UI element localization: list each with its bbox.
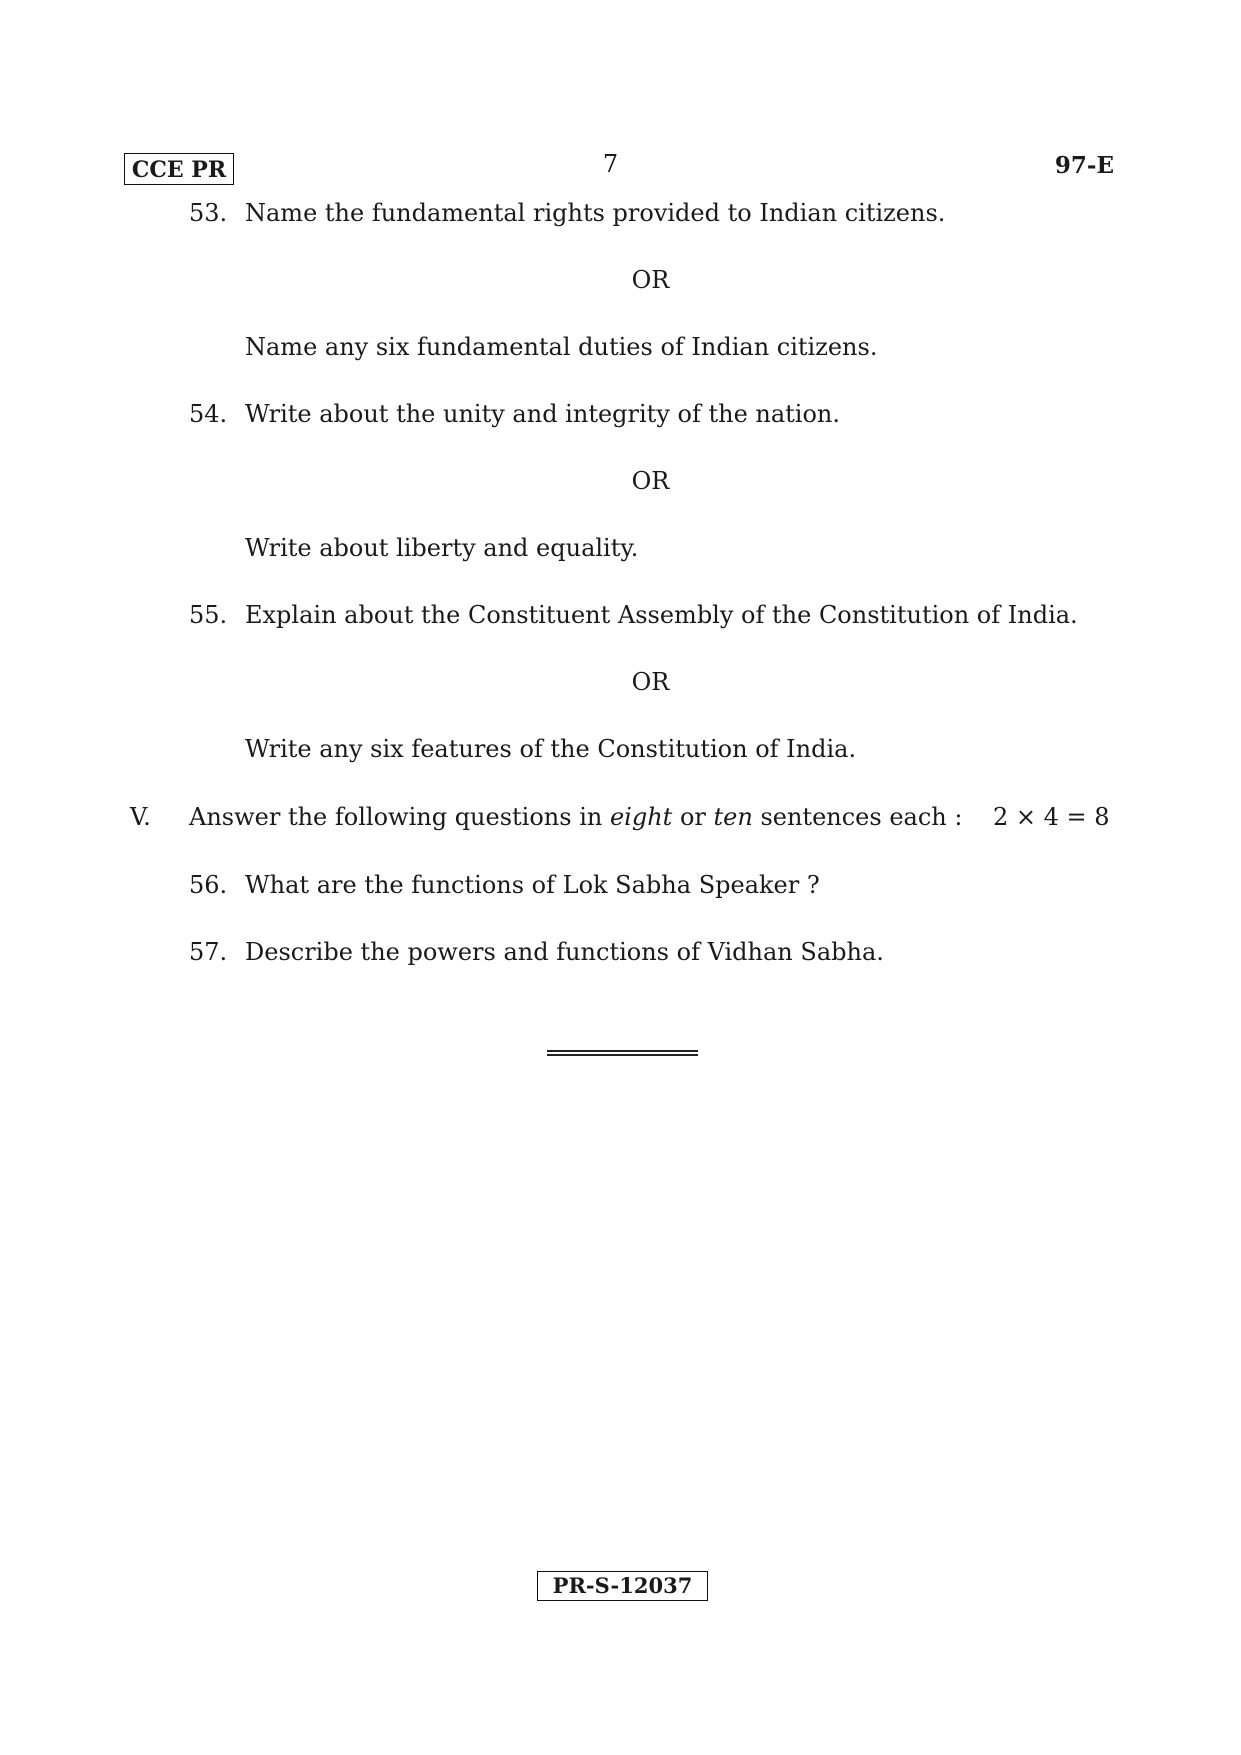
question-54-text: Write about the unity and integrity of the nation. xyxy=(245,400,841,428)
question-55-text: Explain about the Constituent Assembly of the Constitution of India. xyxy=(245,601,1078,629)
section-v-numeral: V. xyxy=(130,803,151,831)
page-number: 7 xyxy=(602,150,619,178)
question-56-number: 56. xyxy=(189,871,228,899)
section-v-marks: 2 × 4 = 8 xyxy=(993,803,1110,831)
question-54-number: 54. xyxy=(189,400,228,428)
section-v-instruction: Answer the following questions in eight or ten sentences each : xyxy=(189,803,963,831)
footer-code-box: PR-S-12037 xyxy=(537,1571,708,1601)
question-54-alt: Write about liberty and equality. xyxy=(245,534,639,562)
question-53-or: OR xyxy=(631,266,670,294)
end-double-rule xyxy=(547,1050,698,1056)
question-55-alt: Write any six features of the Constitution of India. xyxy=(245,735,857,763)
header-cce-pr-box: CCE PR xyxy=(124,153,234,185)
question-55-or: OR xyxy=(631,668,670,696)
question-57-text: Describe the powers and functions of Vidhan Sabha. xyxy=(245,938,884,966)
question-53-text: Name the fundamental rights provided to Indian citizens. xyxy=(245,199,946,227)
question-53-alt: Name any six fundamental duties of Indian citizens. xyxy=(245,333,878,361)
question-56-text: What are the functions of Lok Sabha Speaker ? xyxy=(245,871,820,899)
paper-code: 97-E xyxy=(1054,152,1114,179)
question-53-number: 53. xyxy=(189,199,228,227)
question-55-number: 55. xyxy=(189,601,228,629)
question-54-or: OR xyxy=(631,467,670,495)
question-57-number: 57. xyxy=(189,938,228,966)
